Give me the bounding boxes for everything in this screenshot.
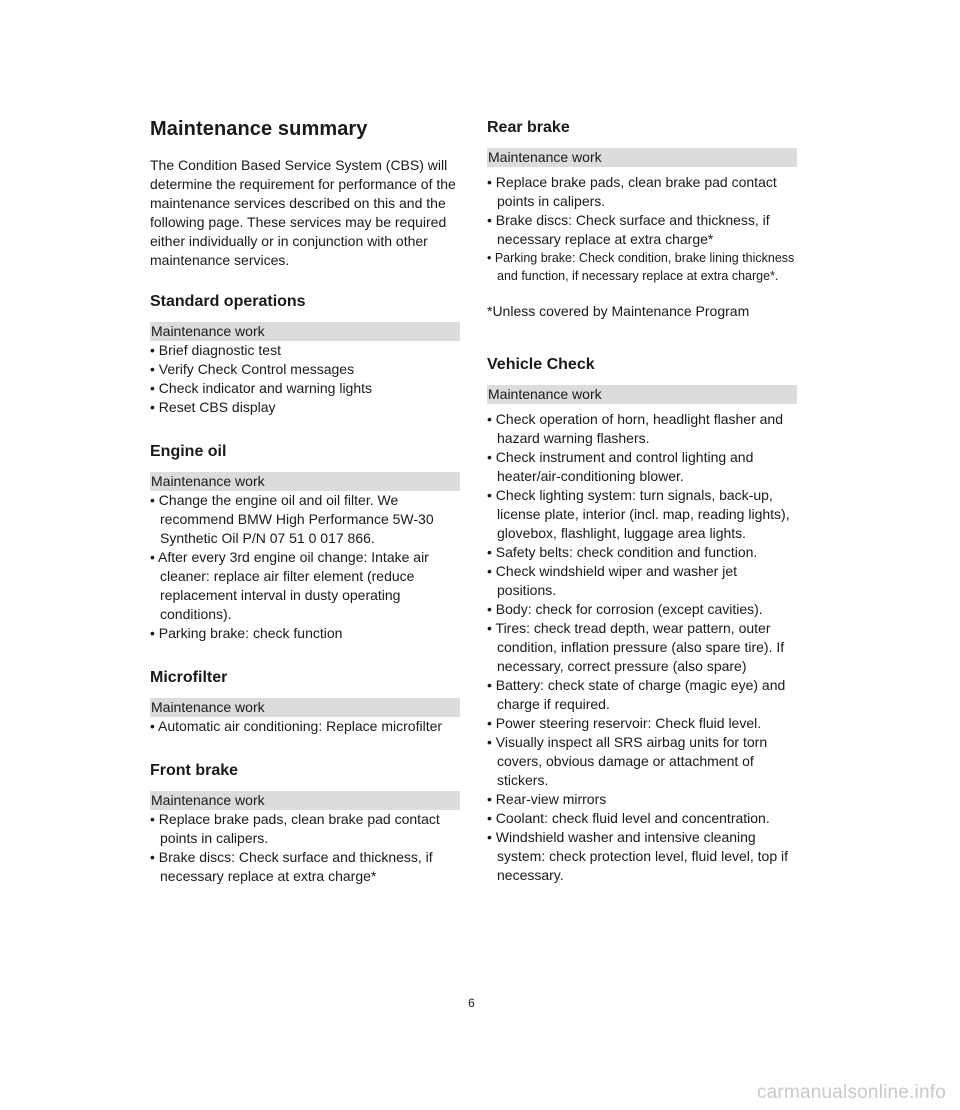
left-column <box>150 116 460 886</box>
section-vehicle-check <box>487 355 797 885</box>
item-list <box>487 173 797 249</box>
page-number: 6 <box>468 996 475 1010</box>
intro-paragraph: The Condition Based Service System (CBS) will determine the requirement for performance of the maintenance services described on this and the following page. These services may be required either individually or in conjunction with other maintenance services. <box>150 157 456 268</box>
list-item: • Rear-view mirrors <box>487 791 607 807</box>
list-item: • Check instrument and control lighting and heater/air-conditioning blower. <box>487 449 754 484</box>
section-engine-oil <box>150 442 460 643</box>
section-heading: Engine oil <box>150 443 227 460</box>
list-item: • Check windshield wiper and washer jet positions. <box>487 563 738 598</box>
item-list-small <box>487 249 797 285</box>
page-title: Maintenance summary <box>150 118 368 140</box>
section-microfilter <box>150 668 460 736</box>
section-heading: Microfilter <box>150 669 228 686</box>
item-list <box>150 341 460 417</box>
section-standard-operations <box>150 292 460 417</box>
maintenance-work-bar: Maintenance work <box>487 385 797 404</box>
list-item: • Check lighting system: turn signals, back-up, license plate, interior (incl. map, reading lights), glovebox, flashlight, luggage area lights. <box>487 487 790 541</box>
section-rear-brake <box>487 118 797 321</box>
list-item: • Brake discs: Check surface and thickness, if necessary replace at extra charge* <box>150 849 433 884</box>
section-heading: Rear brake <box>487 119 570 136</box>
maintenance-work-bar: Maintenance work <box>487 148 797 167</box>
list-item: • Automatic air conditioning: Replace microfilter <box>150 718 443 734</box>
footnote: *Unless covered by Maintenance Program <box>487 303 750 319</box>
list-item: • Replace brake pads, clean brake pad contact points in calipers. <box>150 811 440 846</box>
maintenance-work-bar: Maintenance work <box>150 322 460 341</box>
maintenance-work-bar: Maintenance work <box>150 698 460 717</box>
right-column <box>487 116 797 885</box>
list-item: • Power steering reservoir: Check fluid level. <box>487 715 762 731</box>
list-item: • Safety belts: check condition and function. <box>487 544 758 560</box>
list-item: • Body: check for corrosion (except cavities). <box>487 601 763 617</box>
item-list <box>150 491 460 643</box>
list-item: • Brief diagnostic test <box>150 342 281 358</box>
list-item: • Windshield washer and intensive cleaning system: check protection level, fluid level, top if necessary. <box>487 829 789 883</box>
list-item: • Tires: check tread depth, wear pattern, outer condition, inflation pressure (also spare tire). If necessary, correct pressure (also spare) <box>487 620 785 674</box>
item-list <box>150 810 460 886</box>
item-list <box>150 717 460 736</box>
list-item: • Parking brake: Check condition, brake lining thickness and function, if necessary replace at extra charge*. <box>487 251 795 283</box>
list-item: • Parking brake: check function <box>150 625 343 641</box>
list-item: • Check operation of horn, headlight flasher and hazard warning flashers. <box>487 411 783 446</box>
maintenance-work-bar: Maintenance work <box>150 791 460 810</box>
section-heading: Standard operations <box>150 293 306 310</box>
item-list <box>487 410 797 885</box>
list-item: • Replace brake pads, clean brake pad contact points in calipers. <box>487 174 777 209</box>
list-item: • Coolant: check fluid level and concentration. <box>487 810 770 826</box>
list-item: • Check indicator and warning lights <box>150 380 373 396</box>
list-item: • Battery: check state of charge (magic eye) and charge if required. <box>487 677 786 712</box>
section-heading: Front brake <box>150 762 239 779</box>
section-heading: Vehicle Check <box>487 356 595 373</box>
list-item: • Reset CBS display <box>150 399 276 415</box>
list-item: • Verify Check Control messages <box>150 361 355 377</box>
list-item: • After every 3rd engine oil change: Intake air cleaner: replace air filter element (reduce replacement interval in dusty operating conditions). <box>150 549 429 622</box>
list-item: • Brake discs: Check surface and thickness, if necessary replace at extra charge* <box>487 212 770 247</box>
list-item: • Change the engine oil and oil filter. We recommend BMW High Performance 5W-30 Synthetic Oil P/N 07 51 0 017 866. <box>150 492 434 546</box>
site-watermark: carmanualsonline.info <box>756 1082 946 1103</box>
list-item: • Visually inspect all SRS airbag units for torn covers, obvious damage or attachment of stickers. <box>487 734 768 788</box>
section-front-brake <box>150 761 460 886</box>
maintenance-work-bar: Maintenance work <box>150 472 460 491</box>
